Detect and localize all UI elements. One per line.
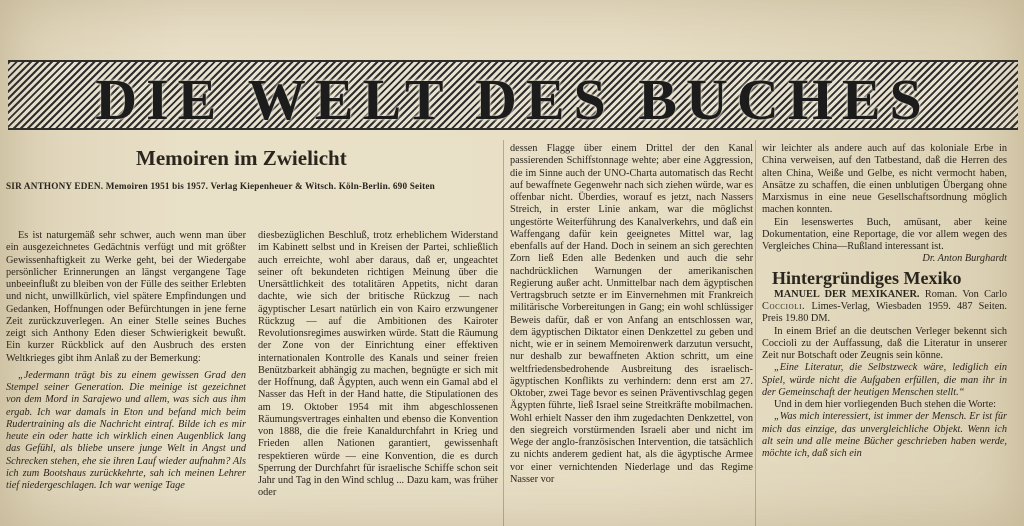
quotation: „Eine Literatur, die Selbstzweck wäre, lediglich ein Spiel, würde nicht die Aufgaben erfüllen, die man ihr in der Gemeinschaft der heutigen Menschen stellt.“ — [762, 362, 1007, 398]
text-column-1 — [6, 230, 246, 492]
quotation: „Jedermann trägt bis zu einem gewissen Grad den Stempel seiner Generation. Die meinige ist gezeichnet von dem Mord in Sarajewo und allem, was sich aus ihm ergab. Ich war damals in Eton und befand mich beim Rudertraining als die Nachricht eintraf. Bilde ich es mir heute ein oder hatte ich wirklich einen Augenblick lang das Gefühl, als bliebe unsere junge Welt in Angst und Schrecken stehen, ehe sie ihren Lauf wieder aufnahm? Als ich zum Bootshaus zurückkehrte, sah ich meinen Lehrer tief niedergeschlagen. Ich war wenige Tage — [6, 369, 246, 491]
author-signature: Dr. Anton Burghardt — [922, 253, 1007, 265]
column-rule — [503, 140, 504, 526]
review-headline: Hintergründiges Mexiko — [772, 267, 962, 288]
article-headline: Memoiren im Zwielicht — [136, 146, 347, 170]
paragraph: dessen Flagge über einem Drittel der den Kanal passierenden Schiffstonnage wehte; aber eine Aggression, die im Sinne auch der UNO-Charta automatisch das Recht auf bewaffnete Gegenwehr nach sich ziehen würde, war es offenbar nicht. Überdies, worauf es jetzt, nach Nassers Streich, in erster Linie ankam, war die möglichst ungestörte Weiterführung des Kanalverkehrs, und daß ein Waffengang dafür kein geeignetes Mittel war, lag ebenfalls auf der Hand. Doch in seinem an sich gerechten Zorn ließ Eden alle Bedenken und auch die sehr nachdrücklichen Warnungen der amerikanischen Regierung außer acht. Unmittelbar nach dem ägyptischen Vertragsbruch setzte er im Einvernehmen mit Frankreich militärische Vorbereitungen in Gang; ein wohl schlüssiger Beweis dafür, daß er von Anfang an entschlossen war, dem ägyptischen Diktator einen Denkzettel zu geben und nicht, wie er in seinem Memoirenwerk darzutun versucht, nur deshalb zur bewaffneten Aktion schritt, um eine weltfriedensbedrohende Ausbreitung des israelisch-ägyptischen Konflikts zu verhindern: denn erst am 27. Oktober, zwei Tage bevor es seinen Präventivschlag gegen Ägypten führte, ließ Israel seine Streitkräfte mobilmachen. Wohl erhielt Nasser den ihm zugedachten Denkzettel, von den siegreich vorstürmenden Israeli aber und nicht im Wege der anglo-französischen Intervention, die tatsächlich zu nichts anderem gedient hat, als die ägyptische Armee vor einer vernichtenden Niederlage und das Regime Nasser vor — [510, 143, 753, 485]
book-author: Coccioli. — [762, 301, 806, 312]
section-banner — [8, 60, 1018, 130]
book-title: MANUEL DER MEXIKANER. — [774, 288, 920, 300]
article-byline: SIR ANTHONY EDEN. Memoiren 1951 bis 1957. Verlag Kiepenheuer & Witsch. Köln-Berlin. 690 Seiten — [6, 181, 435, 191]
paragraph: Und in dem hier vorliegenden Buch stehen die Worte: — [774, 399, 997, 410]
paragraph: Es ist naturgemäß sehr schwer, auch wenn man über ein ausgezeichnetes Gedächtnis verfügt und mit größter Gewissenhaftigkeit zu Werke geht, bei der Wiedergabe persönlicher Erinnerungen an längst vergangene Tage unbeeinflußt zu bleiben von der Fülle des seither Erlebten und nicht, unwillkürlich, viel spätere Empfindungen und Gedanken, Hoffnungen oder Befürchtungen in jene ferne Zeit zurückzuverlegen. An einer Stelle seines Buches zeigt sich Anthony Eden dieser Schwierigkeit bewußt. Ein kurzer Rückblick auf den Ausbruch des ersten Weltkrieges gibt ihm Anlaß zu der Bemerkung: — [6, 230, 246, 364]
paragraph: wir leichter als andere auch auf das koloniale Erbe in China verweisen, auf den Tatbestand, daß die Herren des alten China, Weiße und Gelbe, es nicht vermocht haben, Ansätze zu schaffen, die einen unblutigen Übergang ohne Marxismus in eine neue Gesellschaftsordnung möglich machen konnten. — [762, 143, 1007, 216]
paragraph: diesbezüglichen Beschluß, trotz erheblichem Widerstand im Kabinett selbst und in Kreisen der Partei, schließlich auch erreichte, wohl aber daraus, daß er, ungeachtet seiner oft bekundeten richtigen Meinung über die Unersättlichkeit des totalitären Appetits, nicht daran dachte, wie sich der britische Rückzug — nach ägyptischer Lesart natürlich ein von Kairo erzwungener Rückzug — auf die Ambitionen des Kairoter Revolutionsregimes auswirken würde. Statt die Räumung der Zone von der Einrichtung einer effektiven internationalen Kontrolle des Kanals und seiner freien Benützbarkeit abhängig zu machen, begnügte er sich mit der Hoffnung, daß Ägypten, auch wenn ein Gamal abd el Nasser das Heft in der Hand hatte, die Stipulationen des am 19. Oktober 1954 mit ihm abgeschlossenen Räumungsvertrages einhalten und ebenso die Konvention von 1888, die die freie Kanaldurchfahrt in Krieg und Frieden allen Nationen garantiert, gewissenhaft respektieren würde — eine Konvention, die es durch Sperrung der Durchfahrt für israelische Schiffe schon seit Jahr und Tag in den Wind schlug ... Dazu kam, was früher oder — [258, 230, 498, 499]
byline-text: Limes-Verlag, Wiesbaden 1959. 487 Seiten. Preis 19.80 DM. — [762, 301, 1007, 325]
paragraph: Ein lesenswertes Buch, amüsant, aber keine Dokumentation, eine Reportage, die vor allem wegen des Vergleiches China—Rußland interessant ist. — [762, 216, 1007, 252]
byline-text: Roman. Von Carlo — [924, 288, 1007, 300]
paragraph: In einem Brief an die deutschen Verleger bekennt sich Coccioli zu der Auffassung, daß die Literatur in unserer Zeit nur Botschaft oder Zeugnis sein könne. — [762, 325, 1007, 361]
column-rule — [755, 140, 756, 526]
quotation: „Was mich interessiert, ist immer der Mensch. Er ist für mich das einzige, das unvergleichliche Objekt. Wenn ich alt sein und alle meine Bücher geschrieben haben werde, möchte ich, daß sich ein — [762, 411, 1007, 459]
section-title: DIE WELT DES BUCHES — [95, 67, 931, 130]
text-column-4 — [762, 143, 1007, 460]
text-column-3 — [510, 143, 753, 486]
review-byline — [762, 289, 1007, 326]
text-column-2 — [258, 230, 498, 500]
